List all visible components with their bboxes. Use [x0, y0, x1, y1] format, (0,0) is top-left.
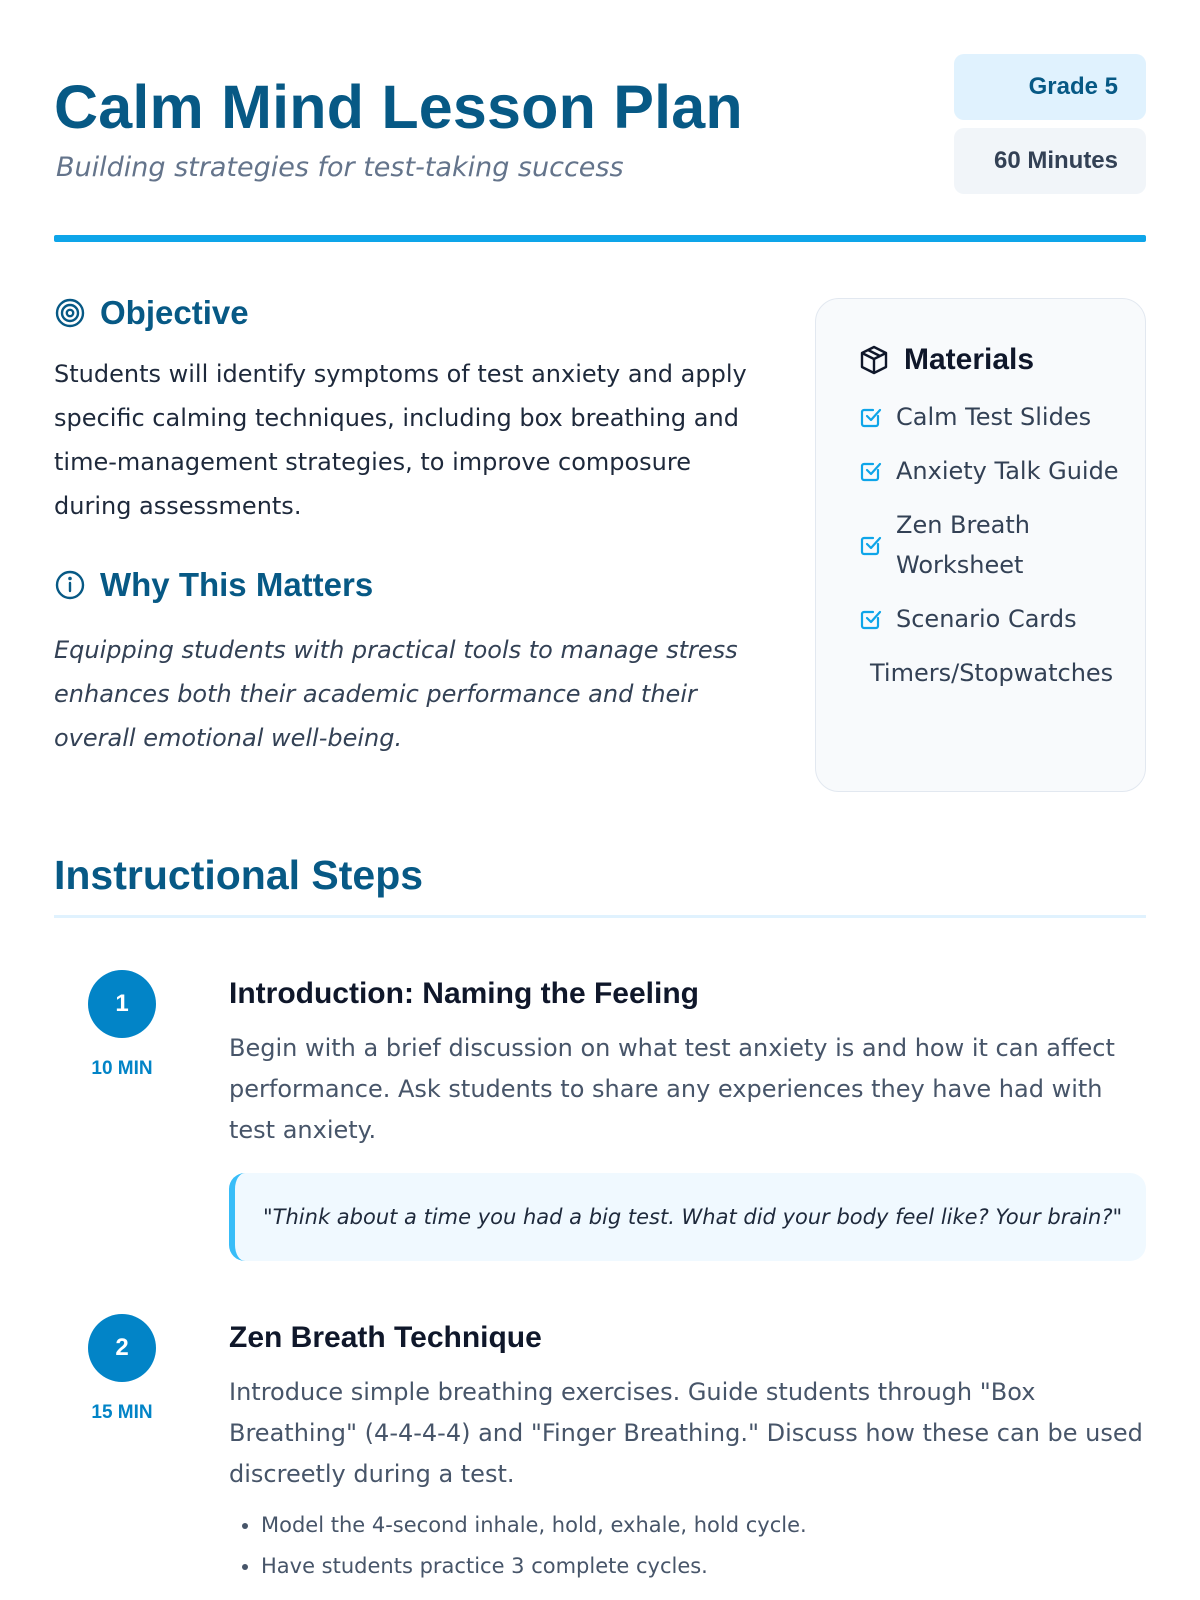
list-item — [858, 599, 1119, 639]
objective-heading — [54, 294, 249, 332]
list-item — [858, 397, 1119, 437]
list-item — [858, 653, 1119, 693]
step-duration: 10 MIN — [91, 1058, 153, 1079]
step-body — [229, 1314, 1146, 1587]
header-divider — [54, 235, 1146, 242]
header — [54, 0, 1146, 244]
checkbox-checked-icon — [858, 532, 884, 558]
step-number-badge: 1 — [88, 970, 156, 1038]
materials-heading — [858, 343, 1119, 377]
info-circle-icon — [54, 569, 86, 601]
material-label: Zen Breath Worksheet — [896, 511, 1030, 579]
step-title: Introduction: Naming the Feeling — [229, 977, 699, 1010]
material-label: Timers/Stopwatches — [870, 659, 1114, 687]
material-label: Scenario Cards — [896, 605, 1077, 633]
step-duration: 15 MIN — [91, 1402, 153, 1423]
target-icon — [54, 297, 86, 329]
step-body — [229, 970, 1146, 1261]
checkbox-checked-icon — [858, 606, 884, 632]
materials-heading-label: Materials — [904, 343, 1035, 376]
box-icon — [858, 344, 890, 376]
grade-badge: Grade 5 — [954, 54, 1146, 120]
objective-heading-label: Objective — [100, 294, 249, 331]
step-description: Introduce simple breathing exercises. Guide students through "Box Breathing" (4-4-4-4) and "Finger Breathing." Discuss how these can be used discreetly during a test. — [229, 1378, 1143, 1488]
materials-list — [858, 397, 1119, 693]
material-label: Calm Test Slides — [896, 403, 1092, 431]
duration-badge: 60 Minutes — [954, 128, 1146, 194]
step-bullet-list — [229, 1505, 1146, 1587]
list-item: • Have students practice 3 complete cycles. — [261, 1546, 1146, 1587]
step-description: Begin with a brief discussion on what test anxiety is and how it can affect performance. Ask students to share any experiences they have had with test anxiety. — [229, 1034, 1115, 1144]
list-item: • Model the 4-second inhale, hold, exhale, hold cycle. — [261, 1505, 1146, 1546]
why-heading — [54, 566, 373, 604]
steps-divider — [54, 915, 1146, 918]
step-title: Zen Breath Technique — [229, 1321, 542, 1354]
page-title: Calm Mind Lesson Plan — [54, 73, 743, 141]
page-subtitle: Building strategies for test-taking success — [56, 152, 624, 183]
list-item — [858, 451, 1119, 491]
objective-text: Students will identify symptoms of test anxiety and apply specific calming techniques, including box breathing and time-management strategies, to improve composure during assessments. — [54, 360, 747, 520]
materials-card — [815, 298, 1146, 792]
checkbox-checked-icon — [858, 458, 884, 484]
prompt-quote: "Think about a time you had a big test. What did your body feel like? Your brain?" — [229, 1173, 1146, 1261]
checkbox-checked-icon — [858, 404, 884, 430]
step-number-badge: 2 — [88, 1314, 156, 1382]
list-item — [858, 505, 1119, 585]
why-text: Equipping students with practical tools to manage stress enhances both their academic performance and their overall emotional well-being. — [54, 636, 738, 752]
material-label: Anxiety Talk Guide — [896, 457, 1119, 485]
intro-section — [54, 244, 1146, 796]
why-heading-label: Why This Matters — [100, 566, 374, 603]
steps-heading: Instructional Steps — [54, 852, 424, 898]
